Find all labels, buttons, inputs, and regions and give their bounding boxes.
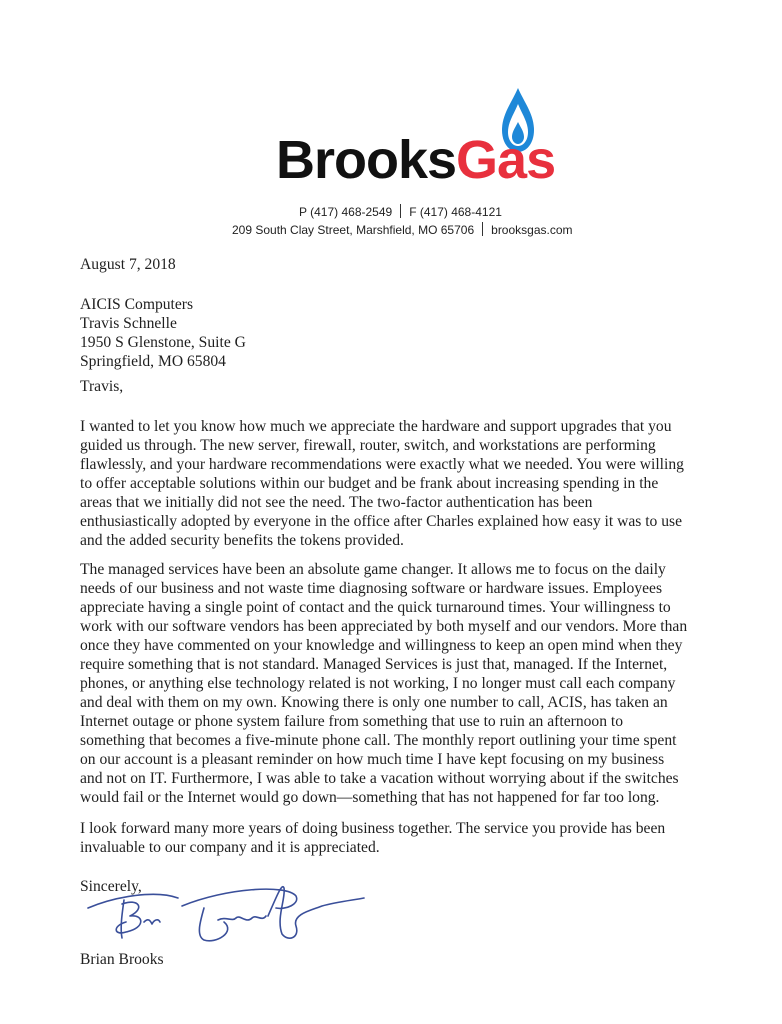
paragraph-line: needs of our business and not waste time diagnosing software or hardware issues. Employees xyxy=(80,580,663,597)
paragraph-line: I look forward many more years of doing business together. The service you provide has been xyxy=(80,820,666,837)
salutation: Travis, xyxy=(80,378,124,395)
paragraph-line: once they have commented on your knowledge and willingness to keep an open mind when they xyxy=(80,637,683,654)
brooksgas-logo xyxy=(276,132,555,188)
recipient-company: AICIS Computers xyxy=(80,296,194,313)
paragraph-line: The managed services have been an absolute game changer. It allows me to focus on the daily xyxy=(80,561,666,578)
paragraph-line: guided us through. The new server, firewall, router, switch, and workstations are performing xyxy=(80,437,656,454)
separator xyxy=(482,222,483,236)
separator xyxy=(400,204,401,218)
recipient-city-state-zip: Springfield, MO 65804 xyxy=(80,353,226,370)
paragraph-line: would fail or the Internet would go down—something that has not happened for far too long. xyxy=(80,789,660,806)
recipient-address-block xyxy=(80,295,246,371)
signer-name: Brian Brooks xyxy=(80,951,164,968)
recipient-name: Travis Schnelle xyxy=(80,315,177,332)
paragraph-line: and deal with them on my own. Knowing there is only one number to call, ACIS, has taken an xyxy=(80,694,668,711)
fax-number: F (417) 468-4121 xyxy=(409,205,502,219)
paragraph-line: enthusiastically adopted by everyone in the office after Charles explained how easy it was to use xyxy=(80,513,683,530)
letter-date: August 7, 2018 xyxy=(80,256,176,273)
handwritten-signature-icon xyxy=(86,878,366,948)
paragraph-line: flawlessly, and your hardware recommendations were exactly what we needed. You were willing xyxy=(80,456,684,473)
paragraph-line: something that becomes a five-minute phone call. The monthly report outlining your time spent xyxy=(80,732,677,749)
paragraph-line: and the added security benefits the tokens provided. xyxy=(80,532,404,549)
paragraph-line: on our account is a pleasant reminder on how much time I have kept focusing on my business xyxy=(80,751,665,768)
paragraph-line: require something that is not standard. Managed Services is just that, managed. If the Internet, xyxy=(80,656,668,673)
phone-number: P (417) 468-2549 xyxy=(299,205,393,219)
logo-gas-text: Gas xyxy=(456,130,556,190)
paragraph-line: and not on IT. Furthermore, I was able to take a vacation without worrying about if the switches xyxy=(80,770,679,787)
company-address: 209 South Clay Street, Marshfield, MO 65706 xyxy=(232,223,475,237)
paragraph-line: I wanted to let you know how much we appreciate the hardware and support upgrades that you xyxy=(80,418,672,435)
paragraph-line: Internet outage or phone system failure from something that use to ruin an afternoon to xyxy=(80,713,624,730)
company-website: brooksgas.com xyxy=(491,223,573,237)
body-paragraph-2 xyxy=(80,560,710,807)
logo-brooks-text: Brooks xyxy=(276,130,457,190)
body-paragraph-3 xyxy=(80,819,710,857)
contact-address-line xyxy=(232,222,573,237)
paragraph-line: to offer acceptable solutions within our budget and be frank about increasing spending in the xyxy=(80,475,659,492)
paragraph-line: work with our software vendors has been appreciated by both myself and our vendors. More than xyxy=(80,618,688,635)
recipient-street: 1950 S Glenstone, Suite G xyxy=(80,334,246,351)
paragraph-line: invaluable to our company and it is appreciated. xyxy=(80,839,380,856)
closing: Sincerely, xyxy=(80,878,142,895)
contact-phone-fax-line xyxy=(299,204,502,219)
paragraph-line: areas that we initially did not see the need. The two-factor authentication has been xyxy=(80,494,593,511)
paragraph-line: phones, or anything else technology related is not working, I no longer must call each company xyxy=(80,675,676,692)
letterhead xyxy=(0,0,782,240)
body-paragraph-1 xyxy=(80,417,710,550)
paragraph-line: appreciate having a single point of contact and the quick turnaround times. Your willingness to xyxy=(80,599,671,616)
